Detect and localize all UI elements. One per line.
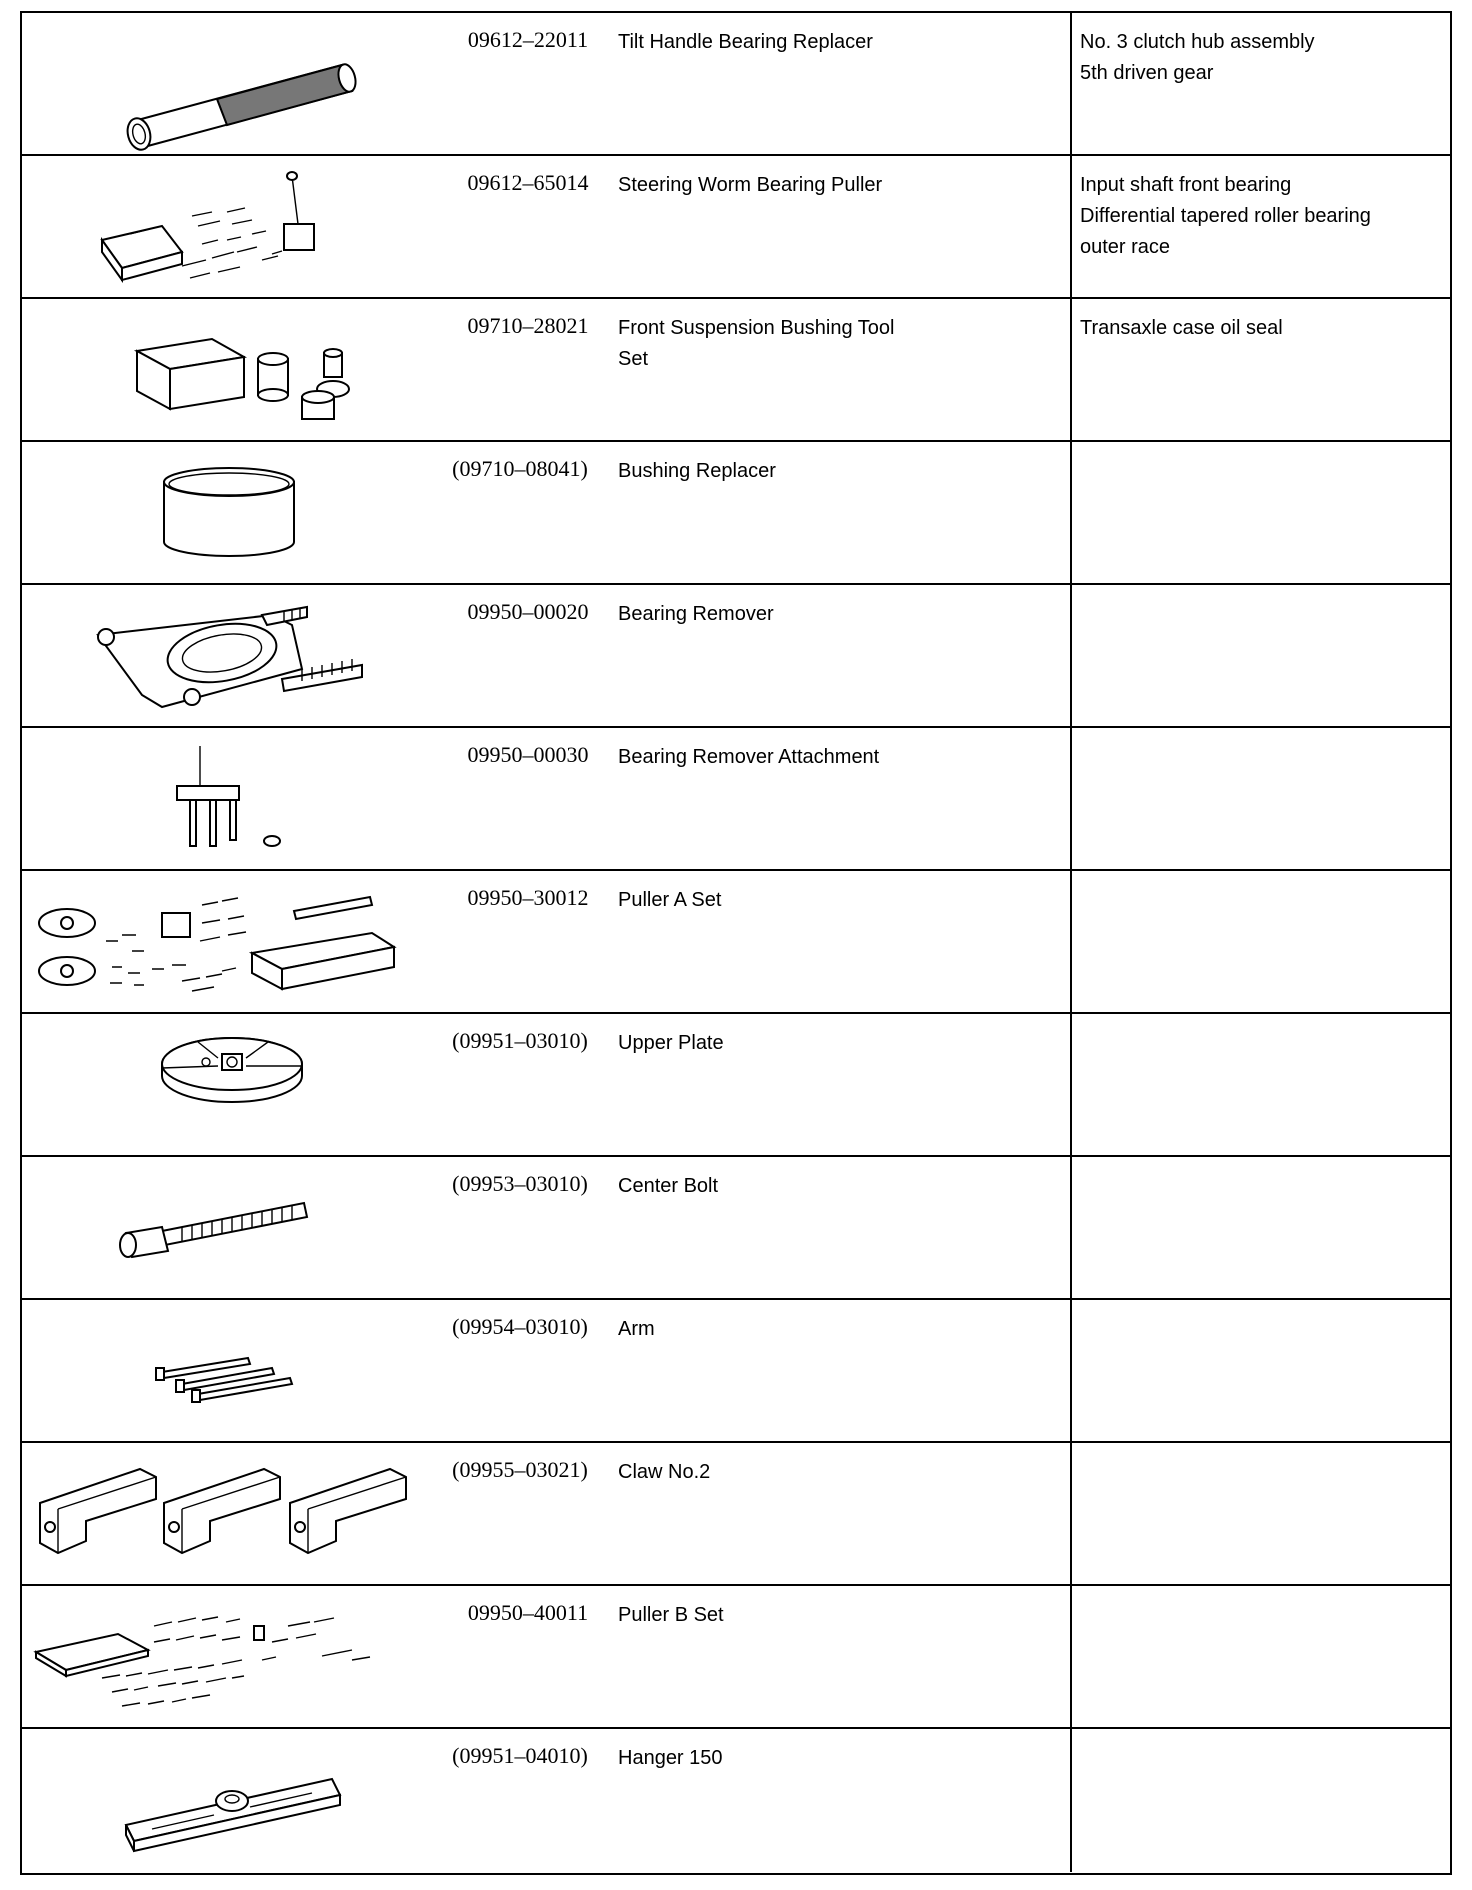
tool-name-line: Bearing Remover xyxy=(618,603,774,625)
column-divider xyxy=(1070,1300,1072,1441)
arm-rods-icon xyxy=(22,1300,422,1441)
table-row xyxy=(22,442,1450,585)
tool-name xyxy=(618,1314,1058,1345)
column-divider xyxy=(1070,1729,1072,1872)
column-divider xyxy=(1070,156,1072,297)
tool-name xyxy=(618,1743,1058,1774)
claw-icon xyxy=(22,1443,422,1584)
tool-name-line: Bearing Remover Attachment xyxy=(618,746,880,768)
tool-name xyxy=(618,599,1058,630)
bearing-puller-kit-icon xyxy=(22,156,422,297)
tool-name xyxy=(618,1600,1058,1631)
table-row xyxy=(22,1014,1450,1157)
table-row xyxy=(22,728,1450,871)
bearing-remover-icon xyxy=(22,585,422,726)
part-number: (09710–08041) xyxy=(452,456,588,481)
tool-name xyxy=(618,742,1058,773)
usage-line: 5th driven gear xyxy=(1080,62,1214,84)
center-bolt-icon xyxy=(22,1157,422,1298)
table-row xyxy=(22,1729,1450,1872)
bearing-replacer-tube-icon xyxy=(22,13,422,154)
part-number: 09612–65014 xyxy=(467,170,589,195)
tool-name-line: Steering Worm Bearing Puller xyxy=(618,174,883,196)
tool-name-line: Tilt Handle Bearing Replacer xyxy=(618,31,873,53)
remover-attachment-icon xyxy=(22,728,422,869)
puller-b-set-icon xyxy=(22,1586,422,1727)
column-divider xyxy=(1070,1157,1072,1298)
column-divider xyxy=(1070,1443,1072,1584)
column-divider xyxy=(1070,13,1072,154)
tool-name-line: Upper Plate xyxy=(618,1032,724,1054)
special-tools-table xyxy=(20,11,1452,1875)
part-number: 09950–00020 xyxy=(467,599,589,624)
tool-name-line: Puller A Set xyxy=(618,889,722,911)
part-number: 09612–22011 xyxy=(467,27,589,52)
part-number: (09954–03010) xyxy=(452,1314,588,1339)
table-row xyxy=(22,1157,1450,1300)
puller-a-set-icon xyxy=(22,871,422,1012)
tool-name-line: Hanger 150 xyxy=(618,1747,723,1769)
tool-usage xyxy=(1080,313,1450,344)
table-row xyxy=(22,13,1450,156)
part-number: 09950–40011 xyxy=(467,1600,589,1625)
table-row xyxy=(22,1443,1450,1586)
tool-name xyxy=(618,456,1058,487)
column-divider xyxy=(1070,871,1072,1012)
tool-name xyxy=(618,170,1058,201)
usage-line: No. 3 clutch hub assembly xyxy=(1080,31,1315,53)
part-number: (09951–03010) xyxy=(452,1028,588,1053)
part-number: (09955–03021) xyxy=(452,1457,588,1482)
part-number: 09710–28021 xyxy=(467,313,589,338)
table-row xyxy=(22,299,1450,442)
usage-line: outer race xyxy=(1080,236,1171,258)
tool-name xyxy=(618,1171,1058,1202)
table-row xyxy=(22,871,1450,1014)
column-divider xyxy=(1070,585,1072,726)
part-number: (09951–04010) xyxy=(452,1743,588,1768)
tool-name-line: Set xyxy=(618,348,649,370)
upper-plate-icon xyxy=(22,1014,422,1155)
tool-name-line: Front Suspension Bushing Tool xyxy=(618,317,895,339)
tool-usage xyxy=(1080,170,1450,263)
column-divider xyxy=(1070,442,1072,583)
tool-name-line: Claw No.2 xyxy=(618,1461,711,1483)
tool-name-line: Center Bolt xyxy=(618,1175,719,1197)
column-divider xyxy=(1070,1014,1072,1155)
table-row xyxy=(22,1586,1450,1729)
part-number: 09950–30012 xyxy=(467,885,589,910)
column-divider xyxy=(1070,728,1072,869)
tool-name-line: Arm xyxy=(618,1318,655,1340)
bushing-ring-icon xyxy=(22,442,422,583)
usage-line: Transaxle case oil seal xyxy=(1080,317,1283,339)
column-divider xyxy=(1070,1586,1072,1727)
tool-name xyxy=(618,313,1058,375)
table-row xyxy=(22,1300,1450,1443)
hanger-icon xyxy=(22,1729,422,1870)
part-number: (09953–03010) xyxy=(452,1171,588,1196)
tool-name xyxy=(618,885,1058,916)
usage-line: Differential tapered roller bearing xyxy=(1080,205,1371,227)
table-row xyxy=(22,156,1450,299)
tool-name-line: Puller B Set xyxy=(618,1604,724,1626)
tool-name xyxy=(618,1457,1058,1488)
table-row xyxy=(22,585,1450,728)
tool-usage xyxy=(1080,27,1450,89)
usage-line: Input shaft front bearing xyxy=(1080,174,1292,196)
tool-name-line: Bushing Replacer xyxy=(618,460,776,482)
column-divider xyxy=(1070,299,1072,440)
tool-name xyxy=(618,27,1058,58)
part-number: 09950–00030 xyxy=(467,742,589,767)
tool-name xyxy=(618,1028,1058,1059)
bushing-tool-set-icon xyxy=(22,299,422,440)
